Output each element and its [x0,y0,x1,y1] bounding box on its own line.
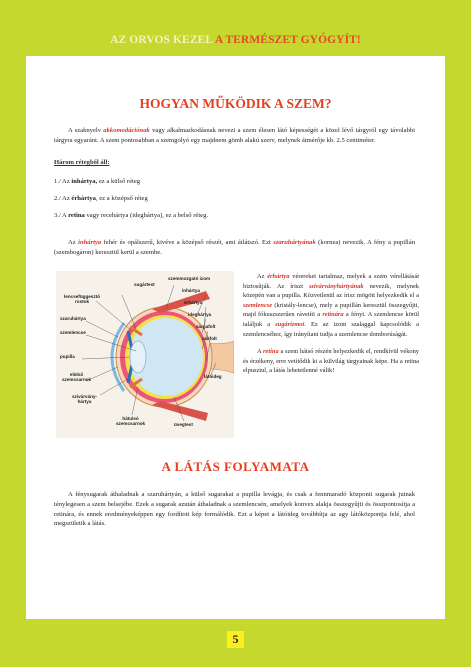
intro-paragraph: A szaknyelv akkomodációnak vagy alkalmazkodásnak nevezi a szem élesen látó képességét a közel lévő tárgyról egy távolabbi tárgyra egyaránt. A szem pontosabban a szemgolyó egy majdnem gömb alakú szerv, melynek átmérője kb. 2.5 centiméter. [54,127,415,144]
section-title: HOGYAN MŰKÖDIK A SZEM? [139,96,332,111]
label-erhartya: érhártya [184,300,203,305]
process-paragraph: A fénysugarak áthaladnak a szaruhártyán, a külső sugarakat a pupilla levágja, és csak a fennmaradó központi sugarak jutnak ténylegesen a szem belsejébe. Ezek a sugarak azután áthaladnak a szemlencsén, amelyek konvex alakja összegyűjti és összpontosítja a retinára, és ennek eredményeképpen egy fordított kép formálódik. Ezt a képet a látóideg továbbítja az agy látóközpontja felé, ahol megszületik a látás. [54,491,415,528]
page-header [0,34,471,46]
list-item: 1./ Az inhártya, ez a külső réteg [54,178,141,185]
header-part1: AZ ORVOS KEZEL [110,34,213,46]
label-hatulso-szemcsarnok: hátulsó szemcsarnok [116,416,146,426]
label-elulso-szemcsarnok: elülső szemcsarnok [62,372,92,382]
label-szaruhartya: szaruhártya [60,316,86,321]
label-sugartest: sugártest [134,282,155,287]
page-content [26,56,445,619]
label-uvegtest: üvegtest [174,422,193,427]
layers-heading: Három rétegből áll: [54,159,110,166]
header-part2: A TERMÉSZET GYÓGYÍT! [212,34,361,46]
label-latoideg: látóideg [204,374,222,379]
label-szivarvanyhartya: szivárvány- hártya [72,394,98,404]
label-sargafolt: sárgafolt [196,324,216,329]
list-item: 2./ Az érhártya, ez a középső réteg [54,194,148,202]
right-column-text: Az érhártya vérereket tartalmaz, melyek a szem vérellátását biztosítják. Az íriszt szivárványhártyának nevezik, melynek közepén van a pupilla. Közvetlenül az írisz mögött helyezkedik el a szemlencse (kristály-lencse), mely a pupillán keresztül összegyűjti, majd fókuszszerűen rávetíti a retinára a fényt. A szemlencse körül találjuk a sugárizmot. Ez az izom szalaggal kapcsolódik a szemlencséhez, így irányítani tudja a szemlencse domborúságát. A retina a szem hátsó részén helyezkedik el, rendkívül vékony és érzékeny, erre vetítődik ki a külvilág tárgyainak képe. Ha a retina elpusztul, a látás lehetetlenné válik! [243,273,419,375]
inhartya-paragraph: Az inhártya fehér és opálszerű, kivéve a középső részét, ami átlátszó. Ezt szaruhártyának (kornea) nevezik. A fény a pupillán (szembogáron) keresztül kerül a szembe. [54,239,415,256]
page-number: 5 [227,631,244,648]
label-szemmozgato-izom: szemmozgató izom [168,276,211,281]
term-akkomodacio: akkomodációnak [103,127,150,134]
list-item: 3./ A retina vagy recehártya (ideghártya), ez a belső réteg. [54,211,209,219]
label-szemlencse: szemlencse [60,330,86,335]
label-pupilla: pupilla [60,354,75,359]
label-lencsefuggeszto-rostok: lencsefüggesztő rostok [64,294,100,304]
label-inhartya: ínhártya [182,288,200,293]
eye-diagram [56,271,234,438]
label-vakfolt: vakfolt [202,336,217,341]
label-ideghartya: ideghártya [188,312,212,317]
layers-list [54,177,415,220]
section2-title: A LÁTÁS FOLYAMATA [161,459,310,474]
